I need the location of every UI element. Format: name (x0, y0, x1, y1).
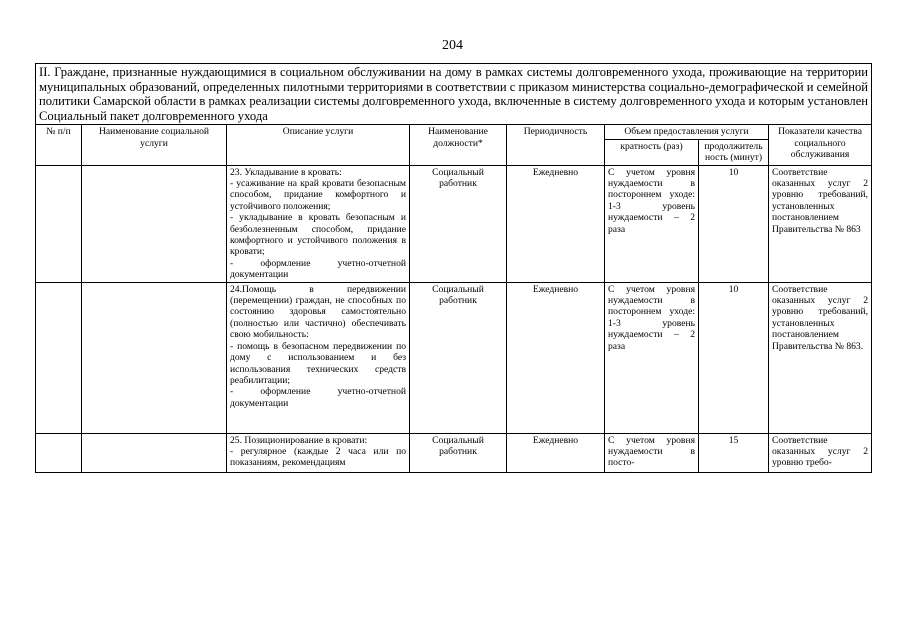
row-num (36, 433, 82, 472)
header-periodicity: Периодичность (507, 125, 605, 165)
row-quality: Соответствие оказанных услуг 2 уровню требований, установленных постановлением Правительства № 863 (769, 165, 872, 282)
row-num (36, 282, 82, 433)
row-duration: 15 (699, 433, 769, 472)
row-quality: Соответствие оказанных услуг 2 уровню требований, установленных постановлением Правительства № 863. (769, 282, 872, 433)
description-line: - помощь в безопасном передвижении по дому с использованием и без использования технических средств реабилитации; (230, 340, 406, 386)
row-service-name (82, 282, 227, 433)
description-line: - регулярное (каждые 2 часа или по показаниям, рекомендациям (230, 446, 406, 469)
header-service-name: Наименование социальной услуги (82, 125, 227, 165)
description-line: 25. Позиционирование в кровати: (230, 434, 368, 446)
row-periodicity: Ежедневно (507, 433, 605, 472)
row-periodicity: Ежедневно (507, 165, 605, 282)
table-row (36, 433, 872, 472)
header-num: № п/п (36, 125, 82, 165)
row-service-name (82, 433, 227, 472)
row-position: Социальный работник (410, 165, 507, 282)
header-quality: Показатели качества социального обслуживания (769, 125, 872, 165)
header-duration: продолжительность (минут) (699, 139, 769, 165)
row-duration: 10 (699, 282, 769, 433)
row-description (227, 433, 410, 472)
table-row (36, 282, 872, 433)
row-num (36, 165, 82, 282)
header-row (36, 125, 872, 139)
row-multiplicity: С учетом уровня нуждаемости в постороннем уходе: 1-3 уровень нуждаемости – 2 раза (605, 282, 699, 433)
table-row (36, 165, 872, 282)
description-line: 23. Укладывание в кровать: (230, 166, 342, 178)
row-multiplicity: С учетом уровня нуждаемости в посто- (605, 433, 699, 472)
page-number: 204 (442, 38, 463, 53)
row-description (227, 165, 410, 282)
description-line: - укладывание в кровать безопасным и безболезненным способом, придание комфортного и устойчивого положения в кровати; (230, 212, 406, 258)
row-description (227, 282, 410, 433)
description-line: - оформление учетно-отчетной документации (230, 257, 406, 281)
row-position: Социальный работник (410, 282, 507, 433)
row-periodicity: Ежедневно (507, 282, 605, 433)
description-line: - усаживание на край кровати безопасным способом, придание комфортного и устойчивого положения; (230, 178, 406, 212)
section-row (36, 64, 872, 125)
section-title: II. Граждане, признанные нуждающимися в социальном обслуживании на дому в рамках системы долговременного ухода, проживающие на территории муниципальных образований, определенных пилотными территориями в соответствии с приказом министерства социально-демографической и семейной политики Самарской области в рамках реализации системы долговременного ухода, включенные в систему долговременного ухода и которым установлен Социальный пакет долговременного ухода (36, 64, 872, 125)
row-service-name (82, 165, 227, 282)
row-position: Социальный работник (410, 433, 507, 472)
row-quality: Соответствие оказанных услуг 2 уровню требо- (769, 433, 872, 472)
header-description: Описание услуги (227, 125, 410, 165)
row-multiplicity: С учетом уровня нуждаемости в постороннем уходе: 1-3 уровень нуждаемости – 2 раза (605, 165, 699, 282)
header-multiplicity: кратность (раз) (605, 139, 699, 165)
header-position: Наименование должности* (410, 125, 507, 165)
header-volume: Объем предоставления услуги (605, 125, 769, 139)
row-duration: 10 (699, 165, 769, 282)
services-table (35, 63, 872, 473)
description-line: 24.Помощь в передвижении (перемещении) граждан, не способных по состоянию здоровья самостоятельно (полностью или частично) обеспечивать свою мобильность: (230, 283, 406, 341)
description-line: - оформление учетно-отчетной документации (230, 386, 406, 409)
